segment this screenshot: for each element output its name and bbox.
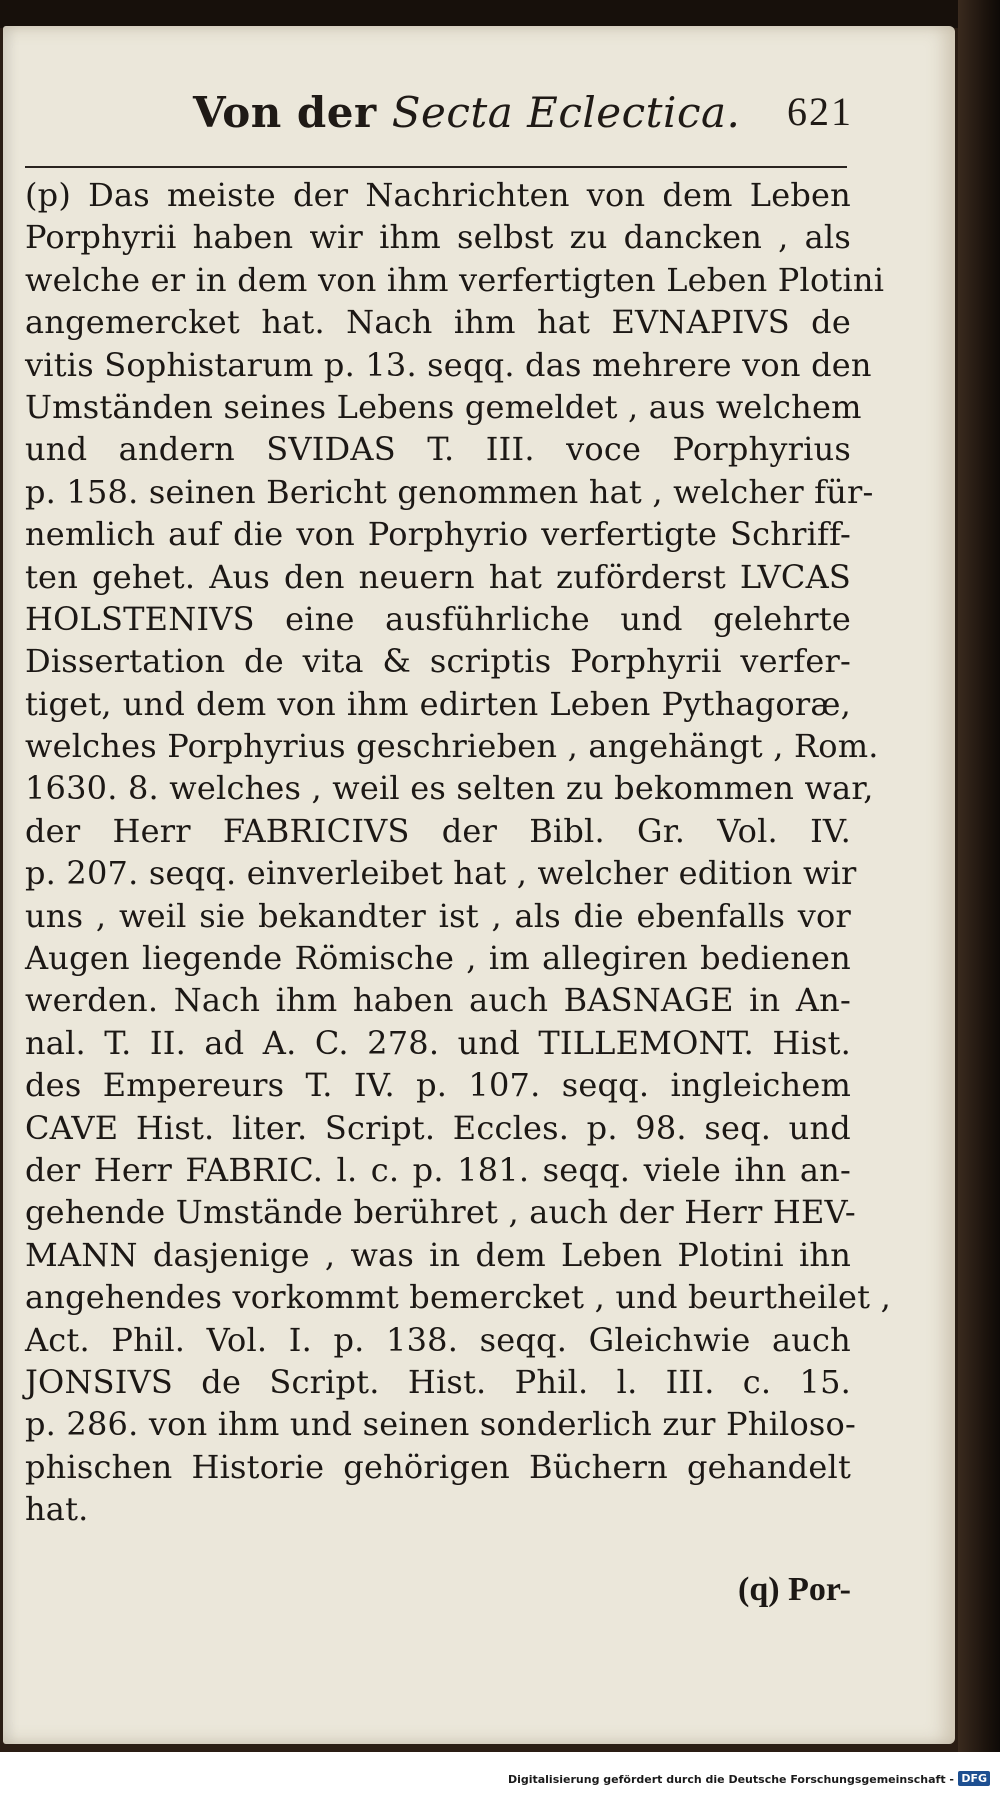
running-head-title-upright: Von der [193,88,392,137]
header-rule [25,166,847,168]
dfg-logo-icon: DFG [958,1771,990,1786]
running-head [193,88,853,158]
text-line: angehendes vorkommt bemercket , und beurtheilet , [25,1278,891,1317]
catchword: (q) Por- [738,1571,851,1608]
running-head-title-italic: Secta Eclectica. [391,88,741,137]
text-line: (p) Das meiste der Nachrichten von dem Leben [25,176,851,214]
text-line: p. 286. von ihm und seinen sonderlich zur Philoso- [25,1405,857,1444]
text-line: hat. [25,1490,89,1529]
text-line: nemlich auf die von Porphyrio verfertigte Schriff- [25,515,851,554]
text-line: uns , weil sie bekandter ist , als die ebenfalls vor [25,896,851,935]
text-line: werden. Nach ihm haben auch BASNAGE in An- [25,981,851,1020]
text-line: gehende Umstände berühret , auch der Herr HEV- [25,1193,856,1232]
text-line: Porphyrii haben wir ihm selbst zu dancken , als [25,218,851,257]
text-line: vitis Sophistarum p. 13. seqq. das mehrere von den [25,345,872,384]
text-line: welches Porphyrius geschrieben , angehängt , Rom. [25,727,879,766]
text-line: tiget, und dem von ihm edirten Leben Pythagoræ, [25,684,851,723]
text-line: JONSIVS de Script. Hist. Phil. l. III. c. 15. [25,1362,851,1401]
text-line: der Herr FABRIC. l. c. p. 181. seqq. viele ihn an- [25,1150,851,1189]
text-line: der Herr FABRICIVS der Bibl. Gr. Vol. IV. [25,811,851,850]
text-line: MANN dasjenige , was in dem Leben Plotini ihn [25,1235,851,1274]
text-line: p. 158. seinen Bericht genommen hat , welcher für- [25,472,874,511]
text-line: des Empereurs T. IV. p. 107. seqq. ingleichem [25,1066,851,1105]
scan-right-edge [958,0,1000,1795]
text-line: CAVE Hist. liter. Script. Eccles. p. 98. seq. und [25,1108,851,1147]
text-line: Umständen seines Lebens gemeldet , aus welchem [25,387,862,426]
book-page [3,26,955,1744]
footnote-body [25,174,891,1531]
text-line: p. 207. seqq. einverleibet hat , welcher edition wir [25,854,857,893]
text-line: phischen Historie gehörigen Büchern gehandelt [25,1447,851,1486]
text-line: welche er in dem von ihm verfertigten Leben Plotini [25,260,885,299]
running-head-title [193,88,740,137]
text-line: Dissertation de vita & scriptis Porphyrii verfer- [25,642,851,681]
footer-credit: Digitalisierung gefördert durch die Deutsche Forschungsgemeinschaft - [507,1773,954,1786]
text-line: und andern SVIDAS T. III. voce Porphyrius [25,430,851,469]
text-line: Augen liegende Römische , im allegiren bedienen [25,939,851,978]
text-line: 1630. 8. welches , weil es selten zu bekommen war, [25,769,874,808]
page-number: 621 [787,89,853,134]
text-line: HOLSTENIVS eine ausführliche und gelehrte [25,599,851,638]
text-line: Act. Phil. Vol. I. p. 138. seqq. Gleichwie auch [25,1320,851,1359]
text-line: nal. T. II. ad A. C. 278. und TILLEMONT. Hist. [25,1023,851,1062]
text-line: ten gehet. Aus den neuern hat zuförderst LVCAS [25,557,851,596]
text-line: angemercket hat. Nach ihm hat EVNAPIVS de [25,303,851,342]
scan-top-edge [0,0,1000,28]
